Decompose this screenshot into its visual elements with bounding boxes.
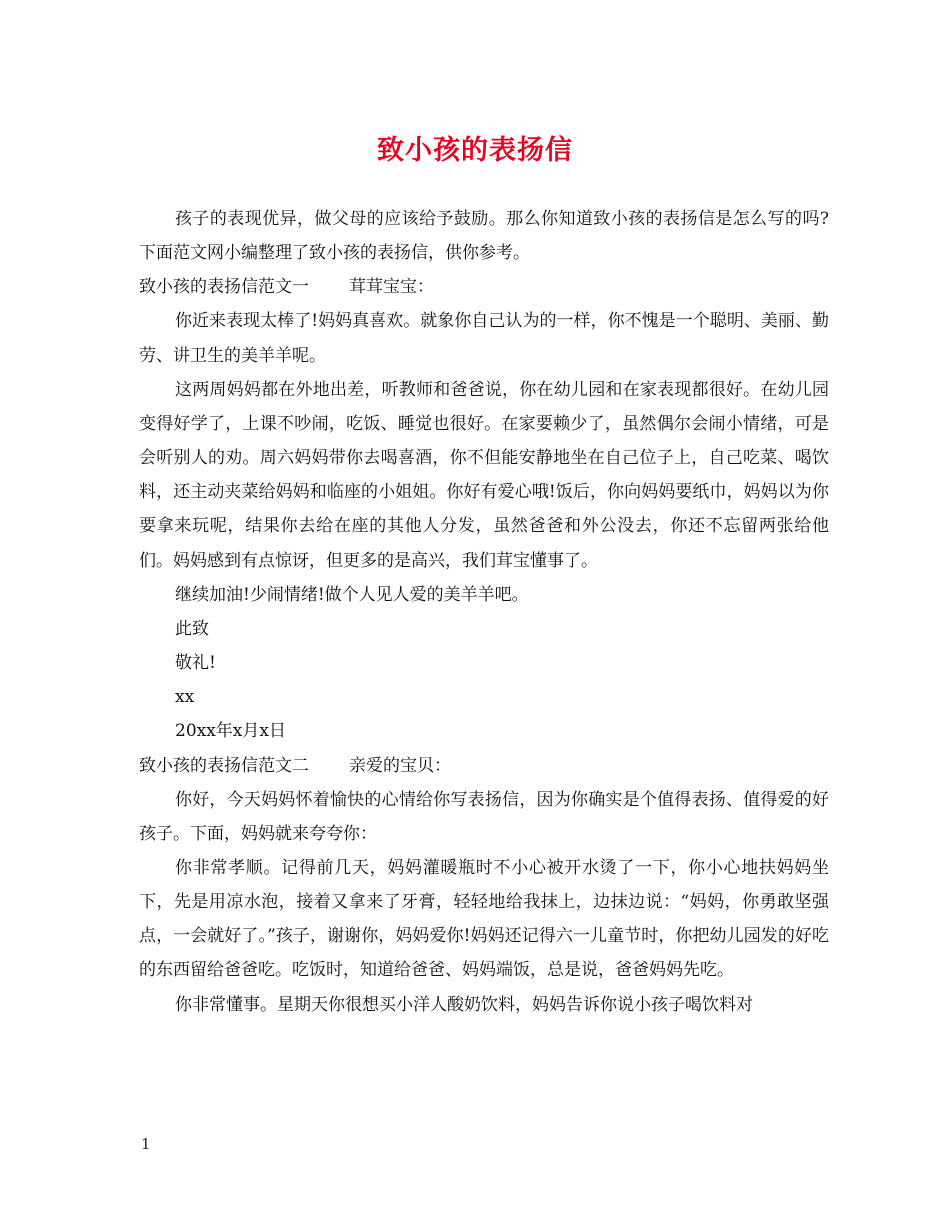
- sample1-paragraph-2: 这两周妈妈都在外地出差，听教师和爸爸说，你在幼儿园和在家表现都很好。在幼儿园变得好学了，上课不吵闹，吃饭、睡觉也很好。在家要赖少了，虽然偶尔会闹小情绪，可是会听别人的劝。周六妈妈带你去喝喜酒，你不但能安静地坐在自己位子上，自己吃菜、喝饮料，还主动夹菜给妈妈和临座的小姐姐。你好有爱心哦!饭后，你向妈妈要纸巾，妈妈以为你要拿来玩呢，结果你去给在座的其他人分发，虽然爸爸和外公没去，你还不忘留两张给他们。妈妈感到有点惊讶，但更多的是高兴，我们茸宝懂事了。: [139, 379, 829, 571]
- sample2-salutation: 亲爱的宝贝：: [349, 755, 451, 776]
- sample1-signature: xx: [175, 687, 195, 708]
- sample1-heading-line: [139, 270, 829, 304]
- sample2-paragraph-2: 你非常孝顺。记得前几天，妈妈灌暖瓶时不小心被开水烫了一下，你小心地扶妈妈坐下，先是用凉水泡，接着又拿来了牙膏，轻轻地给我抹上，边抹边说：“妈妈，你勇敢坚强点，一会就好了。”孩子，谢谢你，妈妈爱你!妈妈还记得六一儿童节时，你把幼儿园发的好吃的东西留给爸爸吃。吃饭时，知道给爸爸、妈妈端饭，总是说，爸爸妈妈先吃。: [139, 857, 829, 981]
- document-title: 致小孩的表扬信: [377, 135, 573, 166]
- sample1-paragraph-1: 你近来表现太棒了!妈妈真喜欢。就象你自己认为的一样，你不愧是一个聪明、美丽、勤劳、讲卫生的美羊羊呢。: [139, 311, 829, 366]
- sample1-heading: 致小孩的表扬信范文一: [139, 277, 309, 298]
- sample1-date: 20xx年x月x日: [175, 721, 286, 742]
- sample1-closing-1: 此致: [175, 618, 209, 639]
- sample2-heading-line: [139, 749, 829, 783]
- sample1-paragraph-3: 继续加油!少闹情绪!做个人见人爱的美羊羊吧。: [175, 584, 529, 605]
- sample2-heading: 致小孩的表扬信范文二: [139, 755, 309, 776]
- sample1-salutation: 茸茸宝宝：: [349, 277, 434, 298]
- sample1-closing-2: 敬礼!: [175, 653, 216, 674]
- intro-paragraph: 孩子的表现优异，做父母的应该给予鼓励。那么你知道致小孩的表扬信是怎么写的吗?下面范文网小编整理了致小孩的表扬信，供你参考。: [139, 209, 829, 264]
- page-number: 1: [141, 1135, 151, 1153]
- sample2-paragraph-1: 你好，今天妈妈怀着愉快的心情给你写表扬信，因为你确实是个值得表扬、值得爱的好孩子。下面，妈妈就来夸夸你：: [139, 789, 829, 844]
- document-body: [139, 202, 829, 1022]
- sample2-paragraph-3: 你非常懂事。星期天你很想买小洋人酸奶饮料，妈妈告诉你说小孩子喝饮料对: [175, 994, 753, 1015]
